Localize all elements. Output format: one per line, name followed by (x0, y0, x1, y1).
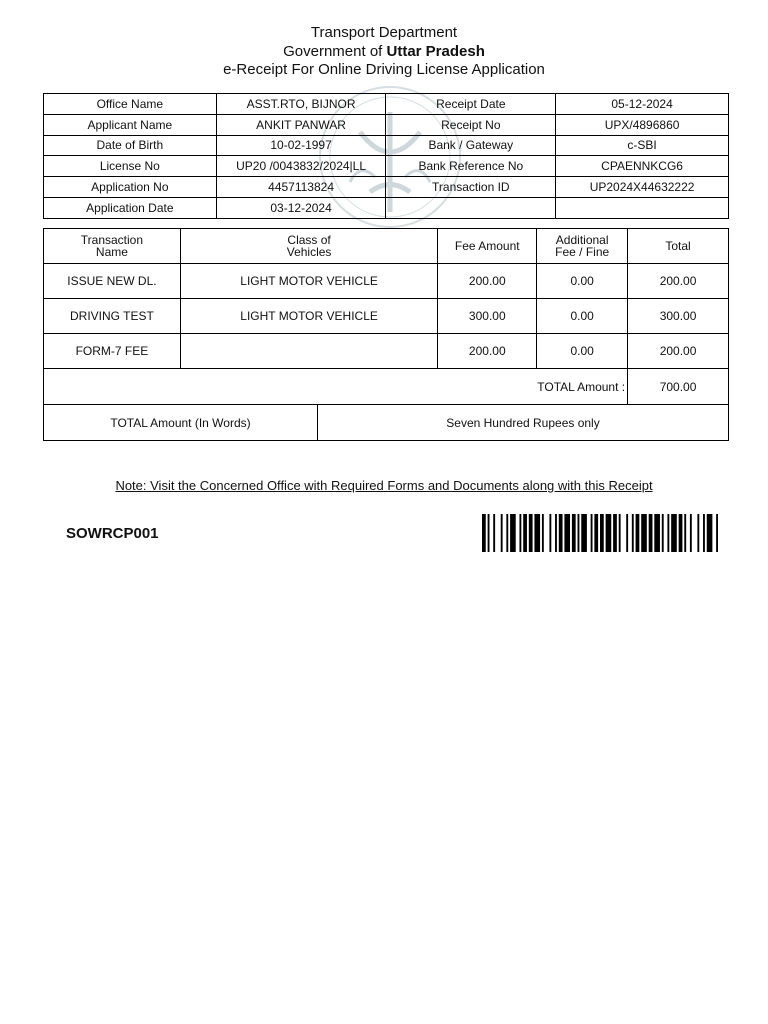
fee-cell-cls (180, 334, 438, 369)
fee-cell-total: 200.00 (628, 264, 729, 299)
barcode-bar (667, 514, 669, 552)
barcode-bar (662, 514, 664, 552)
barcode-bar (606, 514, 612, 552)
info-value: CPAENNKCG6 (556, 156, 729, 177)
department-title: Transport Department (310, 24, 458, 41)
barcode-bar (591, 514, 593, 552)
government-line (0, 43, 768, 60)
barcode-bar (578, 514, 580, 552)
fee-row (44, 299, 729, 334)
info-label: Application Date (44, 197, 217, 218)
total-amount-value: 700.00 (628, 369, 729, 405)
info-value: 10-02-1997 (216, 135, 386, 156)
total-amount-row (44, 369, 729, 405)
barcode-bar (636, 514, 640, 552)
fee-cell-cls: LIGHT MOTOR VEHICLE (180, 264, 438, 299)
barcode-bar (707, 514, 713, 552)
barcode-bar (564, 514, 570, 552)
info-label: Bank Reference No (386, 156, 556, 177)
barcode-bar (523, 514, 527, 552)
info-value: 05-12-2024 (556, 94, 729, 115)
barcode-bar (594, 514, 598, 552)
fee-cell-name: FORM-7 FEE (44, 334, 181, 369)
barcode-bar (600, 514, 604, 552)
barcode-bar (559, 514, 563, 552)
barcode-bar (626, 514, 628, 552)
fee-cell-fee: 200.00 (438, 334, 537, 369)
header-total: Total (628, 229, 729, 264)
info-value: UPX/4896860 (556, 114, 729, 135)
info-value: 03-12-2024 (216, 197, 386, 218)
fee-cell-name: ISSUE NEW DL. (44, 264, 181, 299)
info-row (44, 114, 729, 135)
barcode-bar (542, 514, 544, 552)
info-label (386, 197, 556, 218)
header-transaction-name: Transaction Name (44, 229, 181, 264)
barcode-bar (716, 514, 718, 552)
fee-row (44, 334, 729, 369)
fee-cell-fee: 200.00 (438, 264, 537, 299)
receipt-code: SOWRCP001 (66, 525, 159, 542)
info-label: Date of Birth (44, 135, 217, 156)
receipt-title: e-Receipt For Online Driving License Application (223, 61, 545, 78)
barcode-bar (555, 514, 557, 552)
info-value: c-SBI (556, 135, 729, 156)
barcode-bar (493, 514, 495, 552)
barcode-bar (684, 514, 686, 552)
fee-cell-fee: 300.00 (438, 299, 537, 334)
fee-row (44, 264, 729, 299)
barcode-bar (671, 514, 677, 552)
receipt-note: Note: Visit the Concerned Office with Required Forms and Documents along with this Receipt (115, 478, 653, 493)
state-name: Uttar Pradesh (386, 43, 485, 60)
fee-cell-total: 300.00 (628, 299, 729, 334)
barcode-bar (581, 514, 587, 552)
barcode-bar (641, 514, 647, 552)
fee-table-header (44, 229, 729, 264)
fee-table (43, 228, 729, 441)
fee-cell-name: DRIVING TEST (44, 299, 181, 334)
header-additional-fee: Additional Fee / Fine (537, 229, 628, 264)
info-label: Receipt Date (386, 94, 556, 115)
barcode-bar (572, 514, 576, 552)
barcode-bar (654, 514, 660, 552)
total-amount-label: TOTAL Amount : (44, 369, 628, 405)
barcode-bar (501, 514, 503, 552)
barcode-bar (482, 514, 486, 552)
barcode-bar (534, 514, 540, 552)
fee-cell-add: 0.00 (537, 299, 628, 334)
header-class-of-vehicles: Class of Vehicles (180, 229, 438, 264)
info-label: Application No (44, 177, 217, 198)
barcode-bar (519, 514, 521, 552)
info-label: Office Name (44, 94, 217, 115)
fee-cell-add: 0.00 (537, 264, 628, 299)
total-words-label: TOTAL Amount (In Words) (44, 405, 318, 440)
barcode-bar (690, 514, 692, 552)
info-row (44, 135, 729, 156)
barcode-bar (506, 514, 508, 552)
barcode-icon (482, 514, 718, 552)
info-value: UP2024X44632222 (556, 177, 729, 198)
header-fee-amount: Fee Amount (438, 229, 537, 264)
fee-cell-add: 0.00 (537, 334, 628, 369)
info-label: Receipt No (386, 114, 556, 135)
info-value: ASST.RTO, BIJNOR (216, 94, 386, 115)
info-value: 4457113824 (216, 177, 386, 198)
info-row (44, 197, 729, 218)
info-value (556, 197, 729, 218)
info-row (44, 177, 729, 198)
fee-cell-cls: LIGHT MOTOR VEHICLE (180, 299, 438, 334)
government-prefix: Government of (283, 43, 383, 60)
info-row (44, 156, 729, 177)
info-label: Transaction ID (386, 177, 556, 198)
info-value: UP20 /0043832/2024|LL (216, 156, 386, 177)
fee-cell-total: 200.00 (628, 334, 729, 369)
info-label: License No (44, 156, 217, 177)
barcode-bar (488, 514, 490, 552)
info-label: Applicant Name (44, 114, 217, 135)
info-label: Bank / Gateway (386, 135, 556, 156)
barcode-bar (613, 514, 617, 552)
barcode-bar (529, 514, 533, 552)
total-words-value: Seven Hundred Rupees only (446, 415, 600, 430)
barcode-bar (619, 514, 621, 552)
total-words-row (44, 405, 729, 441)
barcode-bar (549, 514, 551, 552)
barcode-bar (632, 514, 634, 552)
info-row (44, 94, 729, 115)
info-value: ANKIT PANWAR (216, 114, 386, 135)
barcode-bar (510, 514, 516, 552)
barcode-bar (703, 514, 705, 552)
barcode-bar (697, 514, 699, 552)
applicant-info-table (43, 93, 729, 219)
barcode-bar (649, 514, 653, 552)
barcode-bar (679, 514, 683, 552)
